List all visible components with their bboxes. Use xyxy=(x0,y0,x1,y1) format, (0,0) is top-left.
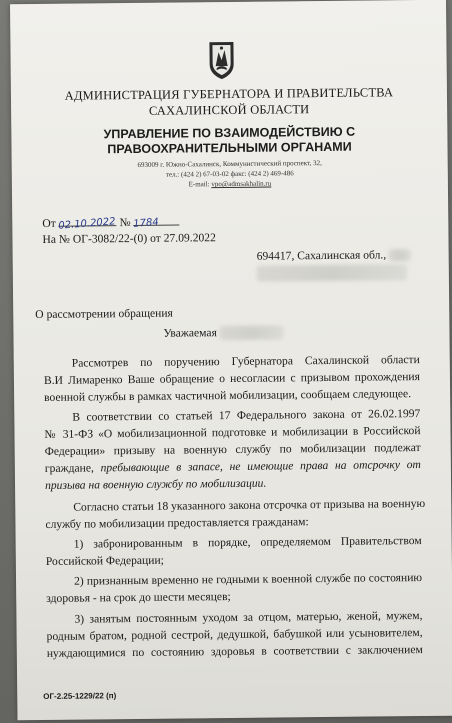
from-label: От xyxy=(42,216,56,230)
number-sign: № xyxy=(119,216,131,230)
date-field xyxy=(58,215,117,232)
department-address: 693009 г. Южно-Сахалинск, Коммунистический проспект, 32, xyxy=(137,159,322,169)
salutation-text: Уважаемая xyxy=(163,326,217,340)
redacted-area xyxy=(220,326,284,341)
body-paragraph-1-line-1: Рассмотрев по поручению Губернатора Сахалинской области xyxy=(71,353,420,370)
recipient-address xyxy=(257,247,412,264)
coat-of-arms-icon xyxy=(206,40,236,80)
list-item-1-line-2: Российской Федерации; xyxy=(45,553,164,568)
body-paragraph-3-line-1: Согласно статьи 18 указанного закона отсрочка от призыва на военную xyxy=(73,496,426,514)
list-item-3-line-1: 3) занятым постоянным уходом за отцом, матерью, женой, мужем, xyxy=(74,608,423,626)
department-phones: тел.: (424 2) 67-03-02 факс: (424 2) 469-486 xyxy=(165,169,294,179)
body-paragraph-1-line-2: В.И Лимаренко Ваше обращение о несогласии с призывом прохождения xyxy=(43,370,421,387)
outgoing-reference xyxy=(42,215,179,231)
list-item-3-line-3: нуждающимися по состоянию здоровья в соответствии с заключением xyxy=(46,642,423,660)
number-field xyxy=(133,215,179,230)
agency-name-line1: АДМИНИСТРАЦИЯ ГУБЕРНАТОРА И ПРАВИТЕЛЬСТВА xyxy=(64,85,394,103)
department-name-line2: ПРАВООХРАНИТЕЛЬНЫМИ ОРГАНАМИ xyxy=(107,139,352,157)
handwritten-date: 02.10.2022 xyxy=(58,216,117,232)
body-text-italic: пребывающие в запасе, не имеющие права на отсрочку от xyxy=(100,458,421,475)
department-name-line1: УПРАВЛЕНИЕ ПО ВЗАИМОДЕЙСТВИЮ С xyxy=(103,124,356,142)
list-item-2-line-2: здоровья - на срок до шести месяцев; xyxy=(46,590,231,605)
agency-name-line2: САХАЛИНСКОЙ ОБЛАСТИ xyxy=(148,102,310,118)
document-code: ОГ-2.25-1229/22 (п) xyxy=(43,691,117,701)
list-item-1-line-1: 1) забронированным в порядке, определяемом Правительством xyxy=(73,534,422,551)
body-paragraph-1-line-3: военной службы в рамках частичной мобилизации, сообщаем следующее. xyxy=(44,387,412,404)
list-item-2-line-1: 2) признанным временно не годными к военной службе по состоянию xyxy=(73,571,423,588)
letter-sheet xyxy=(10,0,452,720)
body-paragraph-2-line-2: № 31-ФЗ «О мобилизационной подготовке и мобилизации в Российской xyxy=(44,424,421,441)
body-paragraph-2-line-5: призыва на военную службу по мобилизации. xyxy=(44,476,267,492)
recipient-redacted xyxy=(257,264,407,282)
redacted-area xyxy=(389,249,411,261)
body-paragraph-2-line-3: Федерации» призыву на военную службу по мобилизации подлежат xyxy=(44,441,421,458)
list-item-3-line-2: родным братом, родной сестрой, дедушкой, бабушкой или усыновителем, xyxy=(46,625,423,643)
email-label: E-mail: xyxy=(188,180,212,189)
reply-reference: На № ОГ-3082/22-(0) от 27.09.2022 xyxy=(42,231,216,246)
salutation xyxy=(163,324,283,341)
redacted-area xyxy=(257,264,407,282)
letter-subject: О рассмотрении обращения xyxy=(35,306,173,322)
body-text-plain: граждане, xyxy=(44,461,101,475)
body-paragraph-2-line-1: В соответствии со статьей 17 Федерального закона от 26.02.1997 xyxy=(72,407,421,424)
handwritten-number: 1784 xyxy=(133,216,160,230)
body-paragraph-3-line-2: службу по мобилизации предоставляется гражданам: xyxy=(45,515,309,531)
recipient-postal: 694417, Сахалинская обл., xyxy=(256,248,387,263)
email-address[interactable]: vpo@admsakhalin.ru xyxy=(211,179,272,189)
